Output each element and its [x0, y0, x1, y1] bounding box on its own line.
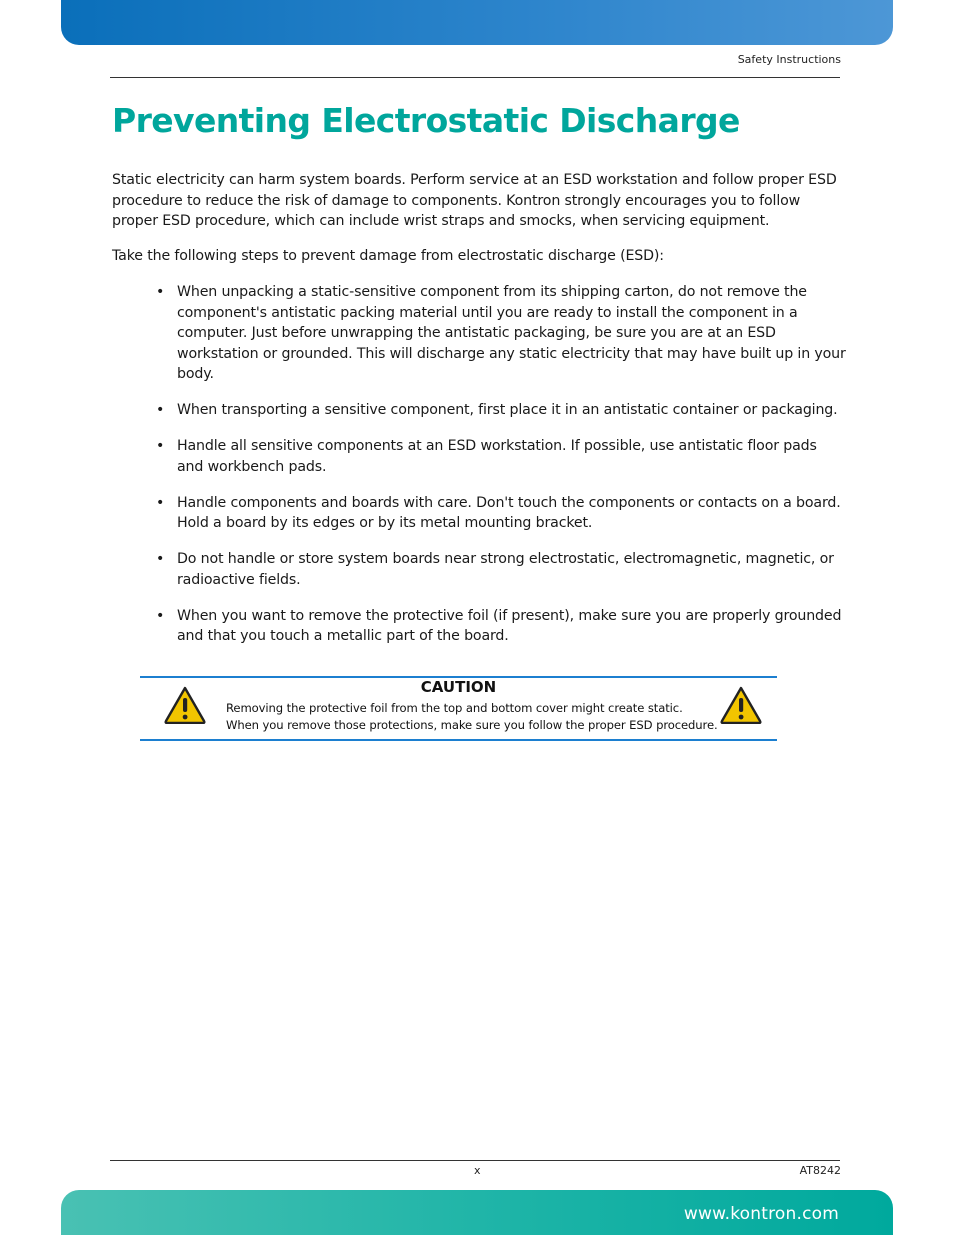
header-band	[61, 0, 893, 45]
caution-box	[140, 676, 777, 741]
steps-intro: Take the following steps to prevent damage from electrostatic discharge (ESD):	[112, 248, 664, 264]
header-rule	[110, 77, 840, 78]
bullet-dot: •	[156, 402, 165, 418]
list-item-text: When transporting a sensitive component, first place it in an antistatic container or packaging.	[177, 402, 838, 418]
footer-rule	[110, 1160, 840, 1161]
list-item	[156, 436, 846, 477]
document-id: AT8242	[799, 1164, 841, 1177]
bullet-dot: •	[156, 284, 165, 300]
list-item	[156, 493, 846, 534]
esd-steps-list	[156, 282, 846, 662]
list-item-text: When you want to remove the protective foil (if present), make sure you are properly grounded and that you touch a metallic part of the board.	[177, 607, 842, 644]
bullet-dot: •	[156, 438, 165, 454]
caution-text-line-1: Removing the protective foil from the top and bottom cover might create static.	[226, 701, 683, 715]
section-name: Safety Instructions	[737, 53, 841, 66]
list-item	[156, 549, 846, 590]
intro-paragraph: Static electricity can harm system boards. Perform service at an ESD workstation and follow proper ESD procedure to reduce the risk of damage to components. Kontron strongly encourages you to follow proper ESD procedure, which can include wrist straps and smocks, when servicing equipment.	[112, 172, 837, 229]
caution-title: CAUTION	[420, 678, 497, 696]
warning-triangle-icon	[720, 686, 762, 724]
website-link[interactable]: www.kontron.com	[683, 1204, 839, 1224]
list-item-text: Handle components and boards with care. Don't touch the components or contacts on a board. Hold a board by its edges or by its metal mounting bracket.	[177, 494, 841, 531]
list-item	[156, 282, 846, 385]
bullet-dot: •	[156, 494, 165, 511]
list-item	[156, 400, 846, 421]
list-item-text: Handle all sensitive components at an ESD workstation. If possible, use antistatic floor pads and workbench pads.	[177, 438, 817, 475]
list-item-text: When unpacking a static-sensitive component from its shipping carton, do not remove the component's antistatic packing material until you are ready to install the component in a computer. Just before unwrapping the antistatic packaging, be sure you are at an ESD workstation or grounded. This will discharge any static electricity that may have built up in your body.	[177, 284, 846, 382]
bullet-dot: •	[156, 607, 165, 624]
list-item	[156, 606, 846, 647]
caution-text-line-2: When you remove those protections, make sure you follow the proper ESD procedure.	[226, 718, 718, 732]
bullet-dot: •	[156, 551, 165, 567]
page-number: x	[474, 1164, 481, 1177]
list-item-text: Do not handle or store system boards near strong electrostatic, electromagnetic, magnetic, or radioactive fields.	[177, 551, 834, 588]
page-title: Preventing Electrostatic Discharge	[112, 101, 740, 140]
footer-band	[61, 1190, 893, 1235]
